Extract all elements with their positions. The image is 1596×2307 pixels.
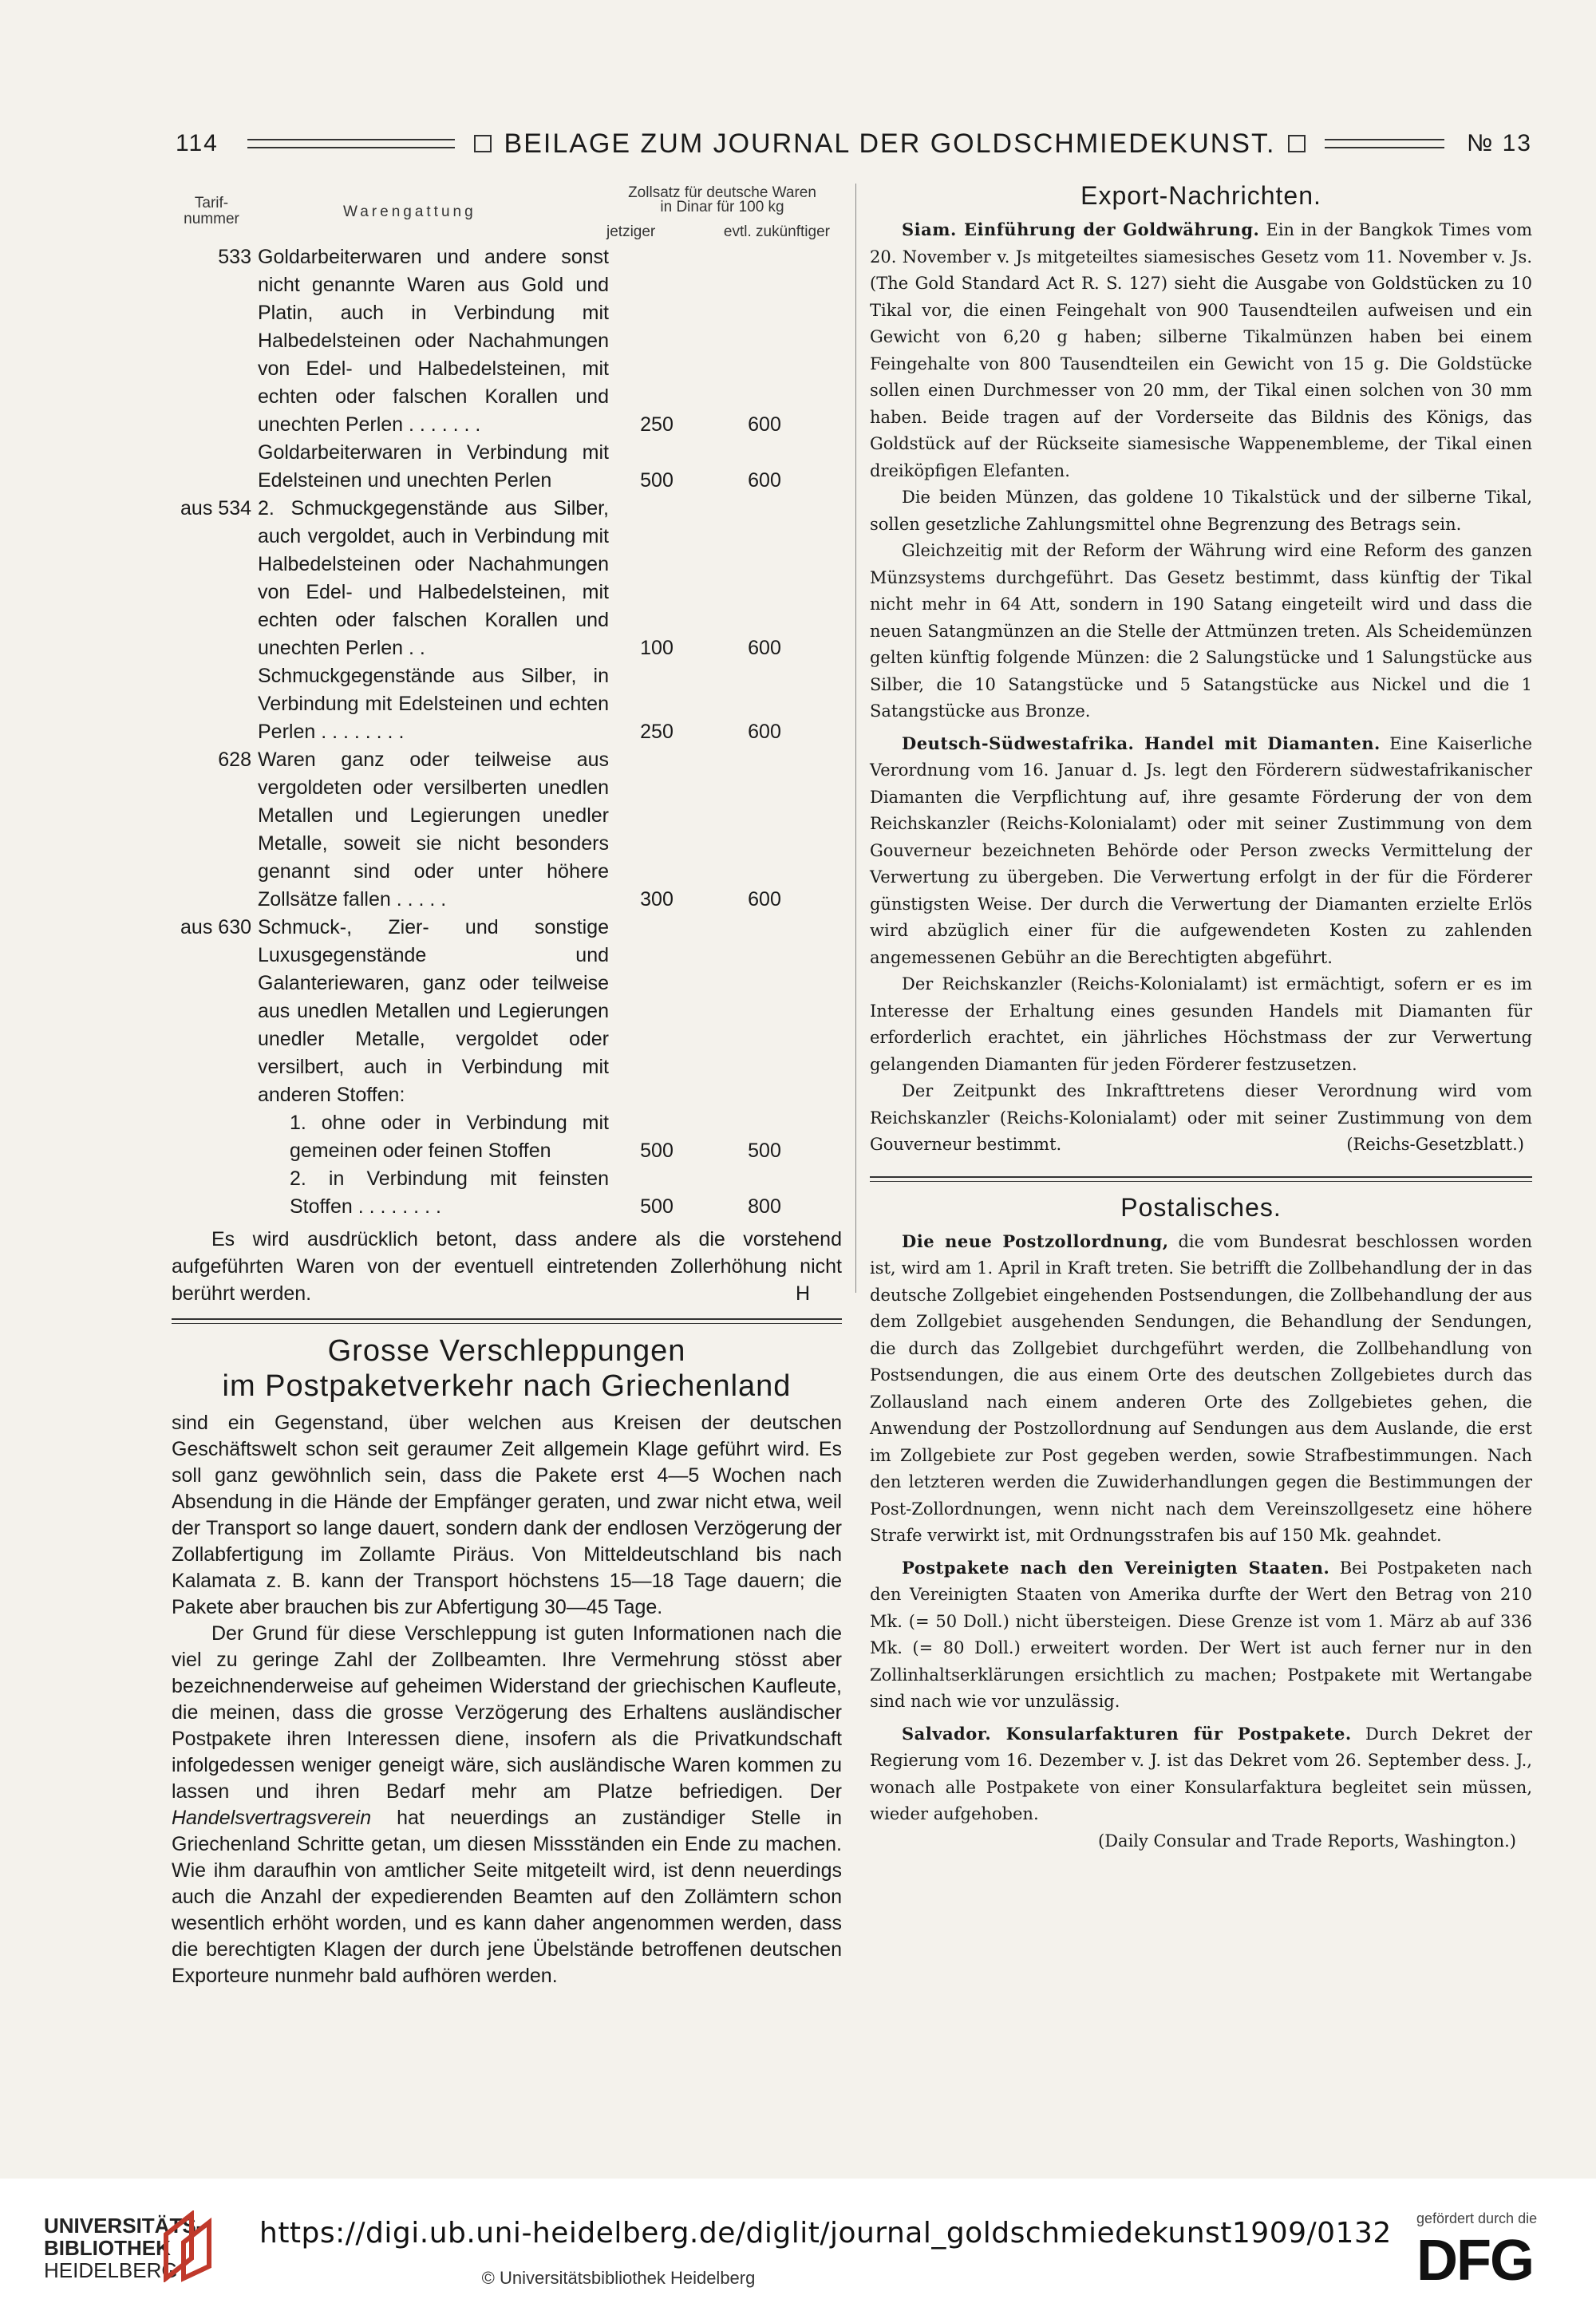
current-rate-cell: 250: [640, 721, 674, 743]
goods-cell: Goldarbeiterwaren in Verbindung mit Edelsteinen und unechten Perlen: [258, 441, 609, 492]
future-rate-cell: 600: [748, 721, 781, 743]
funding-caption: gefördert durch die: [1416, 2210, 1538, 2226]
current-rate-cell: 100: [640, 637, 674, 659]
header-rule-right: [1325, 139, 1444, 148]
news-paragraph: [870, 1078, 1532, 1159]
current-rate-cell: 500: [640, 469, 674, 492]
news-heading: Deutsch-Südwestafrika. Handel mit Diamanten.: [902, 733, 1381, 753]
tariff-note-text: Es wird ausdrücklich betont, dass andere als die vorstehend aufgeführten Waren von der eventuell eintretenden Zollerhöhung nicht berührt werden.: [172, 1228, 842, 1305]
goods-cell: Schmuck-, Zier- und sonstige Luxusgegenstände und Galanteriewaren, ganz oder teilweise aus unedlen Metallen und Legierungen unedler Metalle, vergoldet oder versilbert, auch in Verbindung mit anderen Stoffen:: [258, 916, 609, 1106]
news-paragraph: Die beiden Münzen, das goldene 10 Tikalstück und der silberne Tikal, sollen gesetzliche Zahlungsmittel ohne Begrenzung des Betrags sein.: [870, 488, 1532, 534]
current-rate-cell: 500: [640, 1195, 674, 1218]
table-row: [172, 1109, 842, 1165]
future-rate-cell: 500: [748, 1140, 781, 1162]
future-rate-cell: 800: [748, 1195, 781, 1218]
author-sign: H: [795, 1282, 810, 1305]
news-text: Bei Postpaketen nach den Vereinigten Staaten von Amerika durfte der Wert den Betrag von 210 Mk. (= 50 Doll.) nicht übersteigen. Diese Grenze ist vom 1. März ab auf 336 Mk. (= 80 Doll.) erweitert worden. Der Wert ist auch ferner nur in den Zollinhaltserklärungen ersichtlich zu machen; Postpakete mit Wertangabe sind nach wie vor unzulässig.: [870, 1558, 1532, 1711]
section-rule: [870, 1176, 1532, 1182]
header-current: jetziger: [606, 223, 656, 240]
export-news-title: Export-Nachrichten.: [1080, 181, 1321, 210]
table-row: [172, 243, 842, 439]
goods-cell: Schmuckgegenstände aus Silber, in Verbindung mit Edelsteinen und echten Perlen . . . . . . . .: [258, 665, 609, 743]
article-text: hat neuerdings an zuständiger Stelle in Griechenland Schritte getan, um diesen Missständen ein Ende zu machen. Wie ihm daraufhin von amtlicher Seite mitgeteilt wird, ist denn neuerdings auch die Anzahl der expedierenden Beamten auf den Zollämtern schon wesentlich erhöht worden, und es kann daher angenommen werden, dass die berechtigten Klagen der durch jene Übelstände betroffenen deutschen Exporteure nunmehr bald aufhören werden.: [172, 1807, 842, 1987]
tariff-number-cell: [172, 1165, 258, 1221]
tariff-number-cell: [172, 439, 258, 495]
header-duty-subcolumns: [606, 223, 846, 241]
news-heading: Salvador. Konsularfakturen für Postpakete.: [902, 1723, 1352, 1744]
news-heading: Siam. Einführung der Goldwährung.: [902, 219, 1260, 239]
header-tariff-number: [172, 196, 251, 227]
table-row: [172, 495, 842, 662]
viewer-footer: [0, 2179, 1596, 2307]
logo-line: UNIVERSITÄTS-: [44, 2214, 203, 2238]
article-body: [172, 1410, 842, 1989]
postal-body: [870, 1228, 1532, 1855]
tariff-number-cell: aus 630: [180, 916, 251, 938]
article-title-line2: im Postpaketverkehr nach Griechenland: [222, 1369, 792, 1403]
article-paragraph: [172, 1621, 842, 1989]
goods-cell: Waren ganz oder teilweise aus vergoldeten oder versilberten unedlen Metallen und Legierungen unedler Metalle, soweit sie nicht besonders genannt sind oder unter höhere Zollsätze fallen . . . . .: [258, 749, 609, 911]
news-paragraph: [870, 1554, 1532, 1716]
page-number: 114: [176, 130, 219, 156]
goods-cell: 1. ohne oder in Verbindung mit gemeinen oder feinen Stoffen: [290, 1112, 609, 1162]
right-column: [870, 180, 1532, 1855]
news-source: (Daily Consular and Trade Reports, Washington.): [1098, 1831, 1516, 1851]
header-goods-type: Warengattung: [343, 203, 476, 220]
article-paragraph: sind ein Gegenstand, über welchen aus Kreisen der deutschen Geschäftswelt schon seit geraumer Zeit allgemein Klage geführt wird. Es soll ganz gewöhnlich sein, dass die Pakete erst 4—5 Wochen nach Absendung in die Hände der Empfänger geraten, und zwar nicht etwa, weil der Transport so lange dauert, sondern dank der endlosen Verzögerung der Zollabfertigung im Zollamte Piräus. Von Mitteldeutschland bis nach Kalamata z. B. kann der Transport höchstens 15—18 Tage dauern; die Pakete aber brauchen bis zur Abfertigung 30—45 Tage.: [172, 1412, 842, 1618]
news-paragraph: Gleichzeitig mit der Reform der Währung wird eine Reform des ganzen Münzsystems durchgeführt. Das Gesetz bestimmt, dass künftig der Tikal nicht mehr in 64 Att, sondern in 190 Satang eingeteilt wird und dass die neuen Satangmünzen an die Stelle der Attmünzen treten. Als Scheidemünzen gelten künftig folgende Münzen: die 2 Salungstücke und 1 Salungstücke aus Silber, die 10 Satangstücke und 5 Satangstücke aus Nickel und die 1 Satangstücke aus Bronze.: [870, 541, 1532, 721]
news-text: Der Zeitpunkt des Inkrafttretens dieser Verordnung wird vom Reichskanzler (Reichs-Kolonialamt) oder mit seiner Zustimmung von dem Gouverneur bestimmt.: [870, 1081, 1532, 1154]
header-future: evtl. zukünftiger: [723, 223, 830, 240]
goods-cell: 2. in Verbindung mit feinsten Stoffen . . . . . . . .: [290, 1167, 609, 1218]
table-row: [172, 439, 842, 495]
copyright: © Universitätsbibliothek Heidelberg: [481, 2268, 756, 2288]
news-source: (Reichs-Gesetzblatt.): [1346, 1135, 1524, 1154]
current-rate-cell: 500: [640, 1140, 674, 1162]
goods-cell: 2. Schmuckgegenstände aus Silber, auch vergoldet, auch in Verbindung mit Halbedelsteinen oder Nachahmungen von Edel- und Halbedelsteinen, mit echten oder falschen Korallen und unechten Perlen . .: [258, 497, 609, 659]
future-rate-cell: 600: [748, 469, 781, 492]
future-rate-cell: 600: [748, 413, 781, 436]
tariff-note: [172, 1226, 842, 1307]
table-row: [172, 662, 842, 746]
news-paragraph: [870, 1720, 1532, 1828]
tariff-table-header: [172, 180, 842, 243]
table-row: [172, 1165, 842, 1221]
article-italic-text: Handelsvertragsverein: [172, 1807, 372, 1829]
header-tariff-number-label: Tarif- nummer: [184, 195, 239, 227]
news-paragraph: [870, 216, 1532, 484]
tariff-number-cell: [172, 662, 258, 746]
square-ornament-icon: [474, 135, 492, 152]
header-rule-left: [247, 139, 455, 148]
article-text: Der Grund für diese Verschleppung ist guten Informationen nach die viel zu geringe Zahl der Zollbeamten. Ihre Vermehrung stösst aber bezeichnenderweise auf geheimen Widerstand der griechischen Kaufleute, die meinen, dass die grosse Verzögerung des Erhaltens ausländischer Postpakete ihren Interessen diene, insofern als die Privatkundschaft infolgedessen weniger geneigt wäre, sich ausländische Waren kommen zu lassen und ihren Bedarf mehr am Platze befriedigen. Der: [172, 1622, 842, 1803]
postal-title: Postalisches.: [1120, 1192, 1282, 1222]
left-column: [172, 180, 842, 1989]
permalink[interactable]: https://digi.ub.uni-heidelberg.de/diglit/journal_goldschmiedekunst1909/0132: [259, 2217, 1392, 2250]
table-row: [172, 746, 842, 914]
logo-line: BIBLIOTHEK: [44, 2236, 171, 2260]
column-divider: [855, 184, 856, 1293]
future-rate-cell: 600: [748, 637, 781, 659]
news-text: Durch Dekret der Regierung vom 16. Dezember v. J. ist das Dekret vom 26. September dess. J., wonach alle Postpakete von einer Konsularfaktura begleitet sein müssen, wieder aufgehoben.: [870, 1724, 1533, 1823]
tariff-number-cell: 533: [218, 246, 251, 268]
running-header: [176, 120, 1532, 168]
dfg-logo: DFG: [1416, 2229, 1533, 2293]
issue-number: № 13: [1467, 130, 1532, 156]
header-duty-rate: Zollsatz für deutsche Waren in Dinar für 100 kg: [628, 184, 816, 215]
news-text: Ein in der Bangkok Times vom 20. November v. Js mitgeteiltes siamesisches Gesetz vom 11. November v. Js. (The Gold Standard Act R. S. 127) sieht die Ausgabe von Goldstücken zu 10 Tikal vor, die einen Feingehalt von 900 Tausendteilen aufweisen und ein Gewicht von 6,20 g haben; silberne Tikalmünzen haben bei einem Feingehalte von 800 Tausendteilen ein Gewicht von 15 g. Die Goldstücke sollen einen Durchmesser von 20 mm, der Tikal einen solchen von 30 mm haben. Beide tragen auf der Vorderseite das Bildnis des Königs, das Goldstück auf der Rückseite siamesische Wappenembleme, der Tikal einen dreiköpfigen Elefanten.: [870, 220, 1533, 480]
square-ornament-icon: [1288, 135, 1306, 152]
goods-cell: Goldarbeiterwaren und andere sonst nicht genannte Waren aus Gold und Platin, auch in Verbindung mit Halbedelsteinen oder Nachahmungen von Edel- und Halbedelsteinen, mit echten oder falschen Korallen und unechten Perlen . . . . . . .: [258, 246, 609, 436]
logo-line: HEIDELBERG: [44, 2258, 178, 2282]
tariff-number-cell: [172, 1109, 258, 1165]
news-text: Eine Kaiserliche Verordnung vom 16. Januar d. Js. legt den Förderern südwestafrikanischer Diamanten die Verpflichtung auf, ihre gesamte Förderung der von dem Reichskanzler (Reichs-Kolonialamt) oder mit seiner Zustimmung von dem Gouverneur bezeichneten Behörde oder Person zwecks Vermittelung der Verwertung zu übergeben. Die Verwertung erfolgt in der für die Förderer günstigsten Weise. Der durch die Verwertung der Diamanten erzielte Erlös wird abzüglich einer für die aufgewendeten Kosten zu zahlenden angemessenen Gebühr an die Berechtigten abgeführt.: [870, 733, 1532, 967]
news-text: die vom Bundesrat beschlossen worden ist, wird am 1. April in Kraft treten. Sie betrifft die Zollbehandlung der in das deutsche Zollgebiet eingehenden Postsendungen, die Zollbehandlung der aus dem Zollgebiet ausgehenden Sendungen, die Behandlung der Sendungen, die durch das Zollgebiet durchgeführt werden, die Zollbehandlung von Postsendungen, die aus einem Orte des deutschen Zollgebietes durch das Zollausland nach einem anderen Orte des Zollgebietes gehen, die Anwendung der Postzollordnung auf Sendungen aus dem Auslande, die erst im Zollgebiete zur Post gegeben werden, sowie Strafbestimmungen. Nach den letzteren werden die Zuwiderhandlungen gegen die Bestimmungen der Post-Zollordnungen, wenn nicht nach dem Vereinszollgesetz eine höhere Strafe verwirkt ist, mit Ordnungsstrafen bis auf 150 Mk. geahndet.: [870, 1231, 1532, 1545]
tariff-number-cell: 628: [218, 749, 251, 771]
future-rate-cell: 600: [748, 888, 781, 911]
news-heading: Postpakete nach den Vereinigten Staaten.: [902, 1557, 1330, 1578]
article-title: [172, 1333, 842, 1404]
current-rate-cell: 300: [640, 888, 674, 911]
tariff-number-cell: aus 534: [180, 497, 251, 519]
section-rule: [172, 1318, 842, 1324]
table-row: [172, 914, 842, 1109]
tariff-table: [172, 243, 842, 1221]
article-title-line1: Grosse Verschleppungen: [327, 1334, 686, 1368]
export-news-body: [870, 216, 1532, 1159]
current-rate-cell: 250: [640, 413, 674, 436]
news-paragraph: Der Reichskanzler (Reichs-Kolonialamt) ist ermächtigt, sofern er es im Interesse der Erhaltung eines gesunden Handels mit Diamanten für erforderlich erachtet, ein jährliches Höchstmass der zur Verwertung gelangenden Diamanten für jeden Förderer festzusetzen.: [870, 974, 1532, 1074]
journal-title: BEILAGE ZUM JOURNAL DER GOLDSCHMIEDEKUNST.: [504, 128, 1276, 159]
news-paragraph: [870, 1228, 1532, 1550]
news-paragraph: [870, 730, 1532, 972]
news-heading: Die neue Postzollordnung,: [902, 1231, 1169, 1251]
